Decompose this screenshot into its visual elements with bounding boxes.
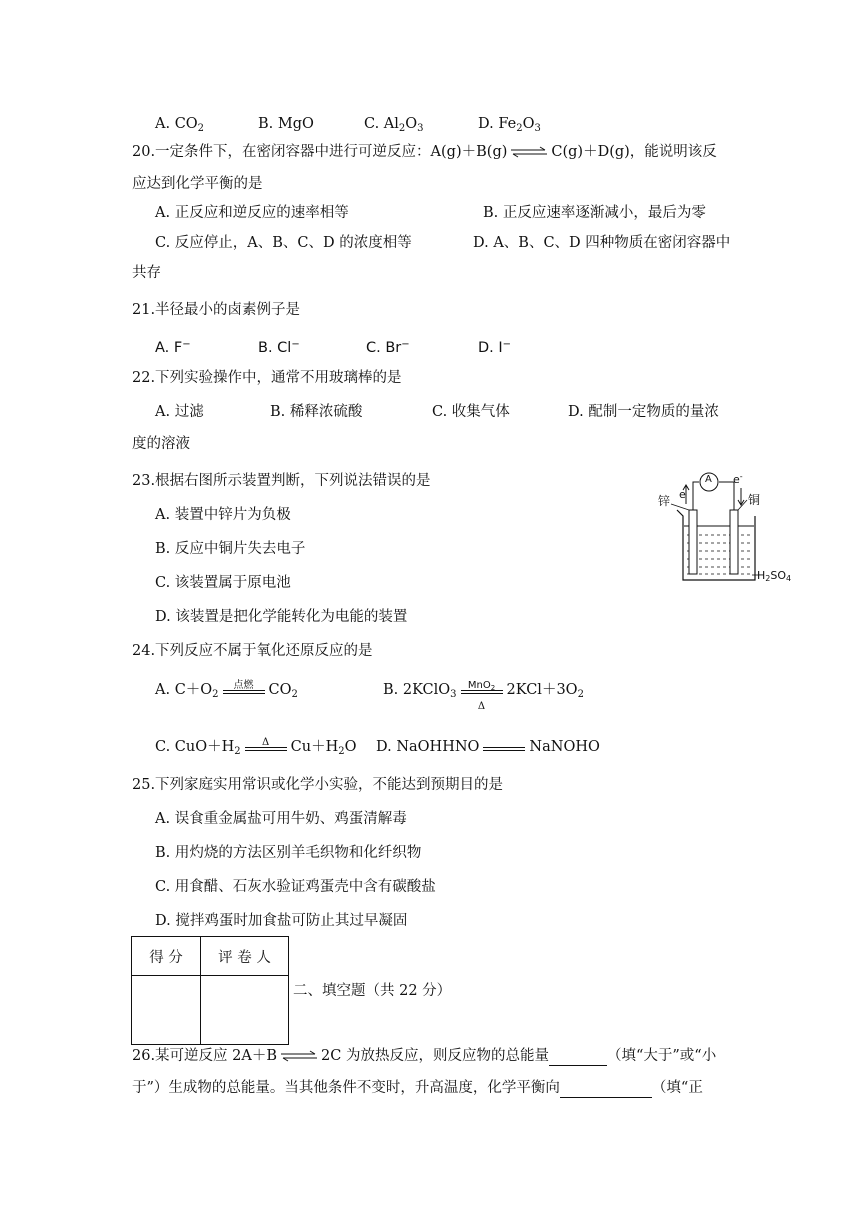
- section-title: 二、填空题（共 22 分）: [293, 983, 452, 999]
- electron-right-label: e-: [733, 472, 743, 486]
- q22-option-c: C. 收集气体: [432, 404, 510, 420]
- reaction-condition-catalyst: MnO$_2$ Δ: [459, 680, 505, 700]
- electron-left-label: e: [679, 488, 686, 501]
- q24-option-b: B. 2KClO$_3$ MnO$_2$ Δ $2KCl+3O_2$: [383, 680, 584, 712]
- q20-option-b: B. 正反应速率逐渐减小，最后为零: [483, 205, 706, 221]
- q22-option-d-continued: 度的溶液: [132, 436, 190, 452]
- reversible-arrow-icon: [509, 146, 549, 158]
- q23-option-d: D. 该装置是把化学能转化为电能的装置: [155, 609, 408, 625]
- q19-option-b: B. MgO: [258, 116, 314, 132]
- q19-option-d: D. $Fe_2O_3$: [478, 116, 541, 134]
- sulfuric-acid-label: H2SO4: [757, 569, 792, 583]
- q25-option-a: A. 误食重金属盐可用牛奶、鸡蛋清解毒: [155, 811, 407, 827]
- q22-option-a: A. 过滤: [155, 404, 204, 420]
- reaction-condition-heat: Δ: [243, 737, 289, 757]
- q20-option-d-continued: 共存: [132, 265, 161, 281]
- grader-cell[interactable]: [201, 976, 289, 1045]
- q24-option-d: D. NaOHHNO NaNOHO: [376, 739, 600, 755]
- score-table: [131, 936, 289, 1045]
- q21-stem: 21.半径最小的卤素例子是: [132, 302, 301, 318]
- q25-option-c: C. 用食醋、石灰水验证鸡蛋壳中含有碳酸盐: [155, 879, 436, 895]
- q23-option-b: B. 反应中铜片失去电子: [155, 541, 306, 557]
- copper-label: 铜: [748, 493, 761, 507]
- q21-option-c: C. Br−: [366, 339, 410, 356]
- q26-line2: 于”）生成物的总能量。当其他条件不变时，升高温度，化学平衡向 （填“正: [132, 1080, 703, 1096]
- q25-option-d: D. 搅拌鸡蛋时加食盐可防止其过早凝固: [155, 913, 408, 929]
- q24-stem: 24.下列反应不属于氧化还原反应的是: [132, 643, 373, 659]
- q20-option-d: D. A、B、C、D 四种物质在密闭容器中: [473, 235, 731, 251]
- q25-stem: 25.下列家庭实用常识或化学小实验，不能达到预期目的是: [132, 777, 504, 793]
- q20-option-a: A. 正反应和逆反应的速率相等: [155, 205, 349, 221]
- q23-stem: 23.根据右图所示装置判断，下列说法错误的是: [132, 473, 431, 489]
- reaction-equals-sign: [481, 737, 527, 757]
- score-header: 得 分: [132, 937, 201, 976]
- score-cell[interactable]: [132, 976, 201, 1045]
- q23-option-c: C. 该装置属于原电池: [155, 575, 291, 591]
- q19-option-c: C. $Al_2O_3$: [364, 116, 424, 134]
- galvanic-cell-figure: [655, 470, 805, 595]
- zinc-label: 锌: [658, 494, 671, 508]
- q23-option-a: A. 装置中锌片为负极: [155, 507, 291, 523]
- q21-option-a: A. F−: [155, 339, 191, 356]
- q22-option-d: D. 配制一定物质的量浓: [568, 404, 719, 420]
- q26-line1: 26.某可逆反应 2A＋B 2C 为放热反应，则反应物的总能量 （填“大于”或“小: [132, 1048, 717, 1064]
- ammeter-label: A: [705, 474, 712, 485]
- q21-option-d: D. I−: [478, 339, 512, 356]
- q24-option-a: A. $C+O_2$ 点燃 $CO_2$: [155, 680, 298, 700]
- q20-stem-line1: 20.一定条件下，在密闭容器中进行可逆反应：A(g)＋B(g) C(g)＋D(g)，能说明该反: [132, 144, 717, 160]
- answer-blank-1[interactable]: [549, 1049, 607, 1066]
- q22-option-b: B. 稀释浓硫酸: [270, 404, 363, 420]
- grader-header: 评 卷 人: [201, 937, 289, 976]
- q22-stem: 22.下列实验操作中，通常不用玻璃棒的是: [132, 370, 402, 386]
- q25-option-b: B. 用灼烧的方法区别羊毛织物和化纤织物: [155, 845, 422, 861]
- q20-stem-line2: 应达到化学平衡的是: [132, 176, 263, 192]
- reversible-arrow-icon: [279, 1050, 319, 1062]
- answer-blank-2[interactable]: [560, 1081, 652, 1098]
- q24-option-c: C. $CuO+H_2$ Δ $Cu+H_2O$: [155, 737, 357, 757]
- q21-option-b: B. Cl−: [258, 339, 300, 356]
- reaction-condition-ignite: 点燃: [221, 680, 267, 700]
- q20-option-c: C. 反应停止，A、B、C、D 的浓度相等: [155, 235, 412, 251]
- q19-option-a: A. $CO_2$: [155, 116, 205, 134]
